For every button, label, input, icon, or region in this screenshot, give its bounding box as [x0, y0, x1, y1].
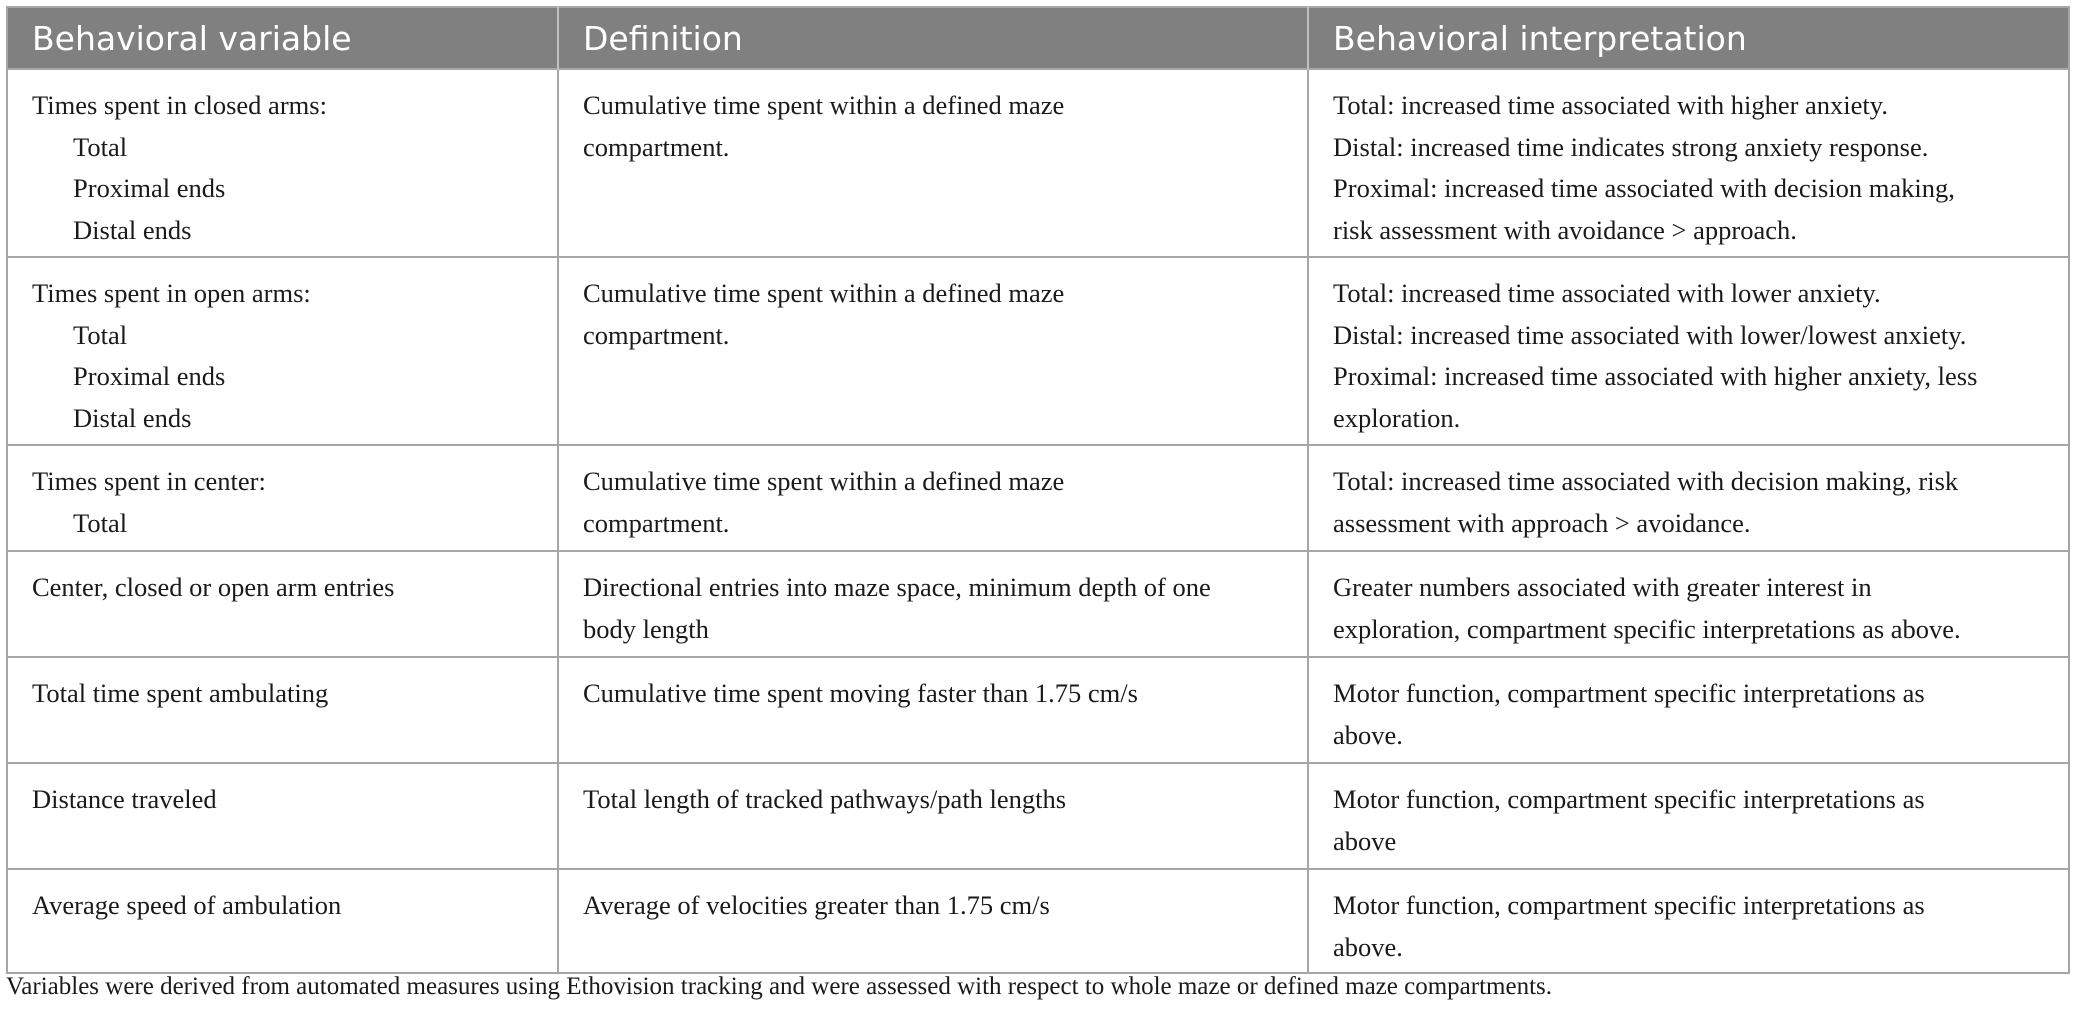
definition-line: Cumulative time spent within a defined maze — [583, 90, 1065, 120]
interpretation-line: Total: increased time associated with higher anxiety. — [1333, 90, 1888, 120]
variable-label: Distance traveled — [32, 784, 217, 814]
definition-cell — [558, 445, 1308, 551]
definition-cell — [558, 69, 1308, 257]
interpretation-line: exploration, compartment specific interpretations as above. — [1333, 613, 1961, 644]
interpretation-line: Distal: increased time indicates strong anxiety response. — [1333, 131, 1929, 162]
interpretation-cell — [1308, 657, 2069, 763]
interpretation-line: Motor function, compartment specific interpretations as — [1333, 678, 1925, 708]
interpretation-cell — [1308, 69, 2069, 257]
table-row — [7, 657, 2069, 763]
interpretation-cell — [1308, 257, 2069, 445]
definition-line: Total length of tracked pathways/path lengths — [583, 784, 1067, 814]
variable-cell — [7, 657, 558, 763]
interpretation-line: Total: increased time associated with decision making, risk — [1333, 466, 1959, 496]
table-row — [7, 869, 2069, 973]
definition-line: compartment. — [583, 319, 730, 350]
definition-line: body length — [583, 613, 709, 644]
variable-label: Total time spent ambulating — [32, 678, 329, 708]
table-row — [7, 763, 2069, 869]
column-header-definition: Definition — [558, 7, 1308, 69]
definition-cell — [558, 551, 1308, 657]
behavioral-variables-table-container — [6, 6, 2068, 974]
interpretation-line: Greater numbers associated with greater interest in — [1333, 572, 1872, 602]
table-footnote: Variables were derived from automated measures using Ethovision tracking and were assessed with respect to whole maze or defined maze compartments. — [6, 973, 1552, 1000]
interpretation-line: Motor function, compartment specific interpretations as — [1333, 890, 1925, 920]
column-header-interpretation: Behavioral interpretation — [1308, 7, 2069, 69]
table-header-row — [7, 7, 2069, 69]
interpretation-line: Proximal: increased time associated with decision making, — [1333, 173, 1955, 203]
interpretation-cell — [1308, 869, 2069, 973]
behavioral-variables-table — [6, 6, 2070, 974]
variable-sub-item: Proximal ends — [73, 173, 226, 203]
variable-sub-item: Total — [73, 507, 128, 538]
variable-sub-item: Total — [73, 319, 128, 350]
definition-cell — [558, 657, 1308, 763]
column-header-variable: Behavioral variable — [7, 7, 558, 69]
interpretation-line: above. — [1333, 931, 1403, 962]
variable-sub-item: Proximal ends — [73, 361, 226, 391]
variable-sub-item: Distal ends — [73, 214, 192, 245]
definition-cell — [558, 257, 1308, 445]
variable-label: Times spent in closed arms: — [32, 90, 327, 120]
variable-label: Times spent in center: — [32, 466, 266, 496]
interpretation-line: above — [1333, 825, 1397, 856]
table-row — [7, 551, 2069, 657]
definition-line: Cumulative time spent within a defined maze — [583, 278, 1065, 308]
variable-cell — [7, 445, 558, 551]
definition-line: compartment. — [583, 131, 730, 162]
definition-cell — [558, 763, 1308, 869]
table-row — [7, 445, 2069, 551]
variable-label: Average speed of ambulation — [32, 890, 342, 920]
interpretation-cell — [1308, 445, 2069, 551]
interpretation-cell — [1308, 551, 2069, 657]
interpretation-line: Total: increased time associated with lower anxiety. — [1333, 278, 1881, 308]
definition-line: compartment. — [583, 507, 730, 538]
interpretation-line: above. — [1333, 719, 1403, 750]
definition-line: Cumulative time spent moving faster than 1.75 cm/s — [583, 678, 1138, 708]
variable-cell — [7, 257, 558, 445]
definition-line: Cumulative time spent within a defined maze — [583, 466, 1065, 496]
interpretation-line: Distal: increased time associated with lower/lowest anxiety. — [1333, 319, 1967, 350]
variable-label: Times spent in open arms: — [32, 278, 311, 308]
interpretation-line: assessment with approach > avoidance. — [1333, 507, 1751, 538]
definition-cell — [558, 869, 1308, 973]
interpretation-line: risk assessment with avoidance > approach. — [1333, 214, 1797, 245]
definition-line: Directional entries into maze space, minimum depth of one — [583, 572, 1211, 602]
interpretation-line: exploration. — [1333, 402, 1461, 433]
variable-cell — [7, 69, 558, 257]
variable-cell — [7, 551, 558, 657]
variable-cell — [7, 763, 558, 869]
variable-sub-item: Distal ends — [73, 402, 192, 433]
table-row — [7, 257, 2069, 445]
variable-sub-item: Total — [73, 131, 128, 162]
interpretation-line: Motor function, compartment specific interpretations as — [1333, 784, 1925, 814]
interpretation-cell — [1308, 763, 2069, 869]
table-row — [7, 69, 2069, 257]
interpretation-line: Proximal: increased time associated with higher anxiety, less — [1333, 361, 1978, 391]
variable-cell — [7, 869, 558, 973]
variable-label: Center, closed or open arm entries — [32, 572, 395, 602]
definition-line: Average of velocities greater than 1.75 cm/s — [583, 890, 1050, 920]
